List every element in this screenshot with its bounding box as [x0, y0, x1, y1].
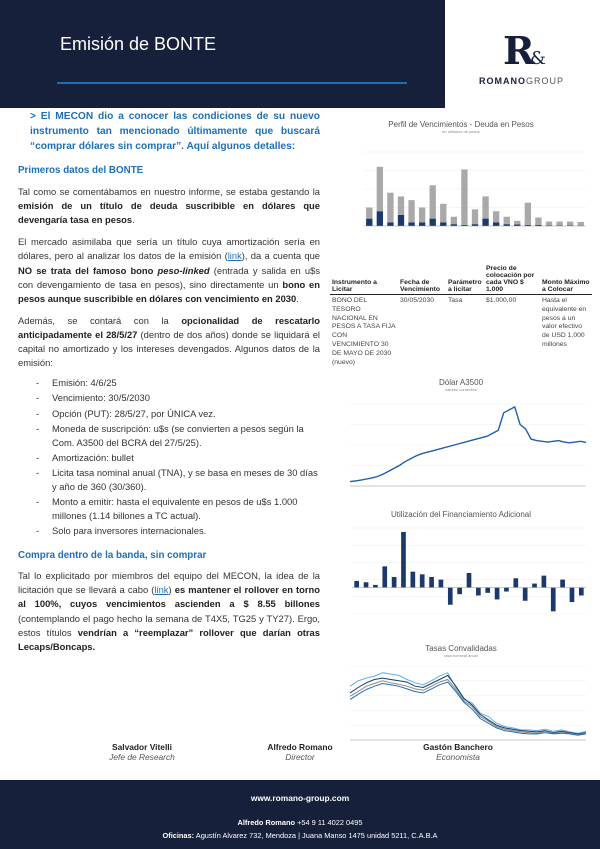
bar [523, 587, 528, 600]
bar [411, 571, 416, 587]
intro-text: > El MECON dio a conocer las condiciones de su nuevo instrumento tan mencionado últimamente que buscará “comprar dólares sin comprar”. Aquí algunos detalles: [30, 111, 320, 152]
chart-financing-title: Utilización del Financiamiento Adicional [390, 509, 532, 519]
logo-mark: R [503, 28, 533, 73]
chart-rates-title: Tasas Convalidadas [425, 643, 497, 653]
emission-details-list [36, 376, 320, 538]
section-heading-1: Primeros datos del BONTE [18, 165, 144, 177]
bar [485, 587, 490, 592]
bar [430, 185, 436, 218]
chart-dolar-title: Dólar A3500 [438, 377, 484, 387]
chart-maturities-subtitle: en millones de pesos [442, 129, 480, 134]
auction-table [330, 264, 592, 370]
chart-financing-plot [330, 522, 592, 634]
bar [440, 222, 446, 226]
logo [445, 0, 600, 108]
bar [448, 587, 453, 604]
bar [420, 574, 425, 587]
bar [532, 583, 537, 587]
bar [430, 219, 436, 226]
bar [387, 193, 393, 223]
list-item: - Amortización: bullet [36, 451, 320, 465]
bar [419, 222, 425, 226]
bar [398, 196, 404, 215]
section-heading-2: Compra dentro de la banda, sin comprar [18, 549, 207, 561]
table-header: Monto Máximo a Colocar [540, 264, 592, 295]
bar [364, 582, 369, 587]
table-row [330, 295, 592, 370]
bar [472, 224, 478, 226]
list-item: - Vencimiento: 30/5/2030 [36, 391, 320, 405]
chart-dolar-plot [330, 396, 592, 504]
bar [476, 587, 481, 595]
table-cell: Tasa [448, 297, 463, 304]
chart-rates-subtitle: tasa nominal anual [444, 652, 478, 658]
footer-band [0, 780, 600, 849]
bar [377, 167, 383, 211]
bar [457, 587, 462, 594]
table-cell: $1.000,00 [486, 297, 517, 304]
chart-maturities [330, 120, 592, 248]
bar [493, 222, 499, 226]
bar [493, 211, 499, 222]
bar [535, 217, 541, 224]
bar [440, 204, 446, 223]
paragraph-1: Tal como se comentábamos en nuestro informe, se estaba gestando la emisión de un título de deuda suscribible en dólares que devengaría tasa en pesos. [18, 186, 320, 226]
bar [567, 222, 573, 226]
table-header: Parámetro a licitar [446, 264, 484, 295]
bar [387, 222, 393, 226]
bar [451, 224, 457, 226]
bar [546, 222, 552, 226]
bar [373, 585, 378, 588]
list-item: - Moneda de suscripción: u$s (se convierten a pesos según la Com. A3500 del BCRA del 27/5/25). [36, 422, 320, 450]
bar [556, 222, 562, 226]
bar [382, 566, 387, 587]
bar [560, 579, 565, 587]
list-item: - Monto a emitir: hasta el equivalente en pesos de u$s 1.000 millones (1.14 billones a TC actual). [36, 495, 320, 523]
right-column [330, 110, 592, 754]
signature-3: Gastón Banchero Economista [423, 742, 493, 762]
bar [419, 208, 425, 223]
series-line [350, 679, 586, 734]
link-licitacion[interactable]: link [154, 584, 169, 596]
bar [570, 587, 575, 602]
table-header: Instrumento a Licitar [330, 264, 398, 295]
table-cell: Hasta el equivalente en pesos a un valor efectivo de USD 1.000 millones [542, 297, 587, 349]
bar [504, 224, 510, 226]
bar [354, 581, 359, 588]
chart-financing [330, 510, 592, 638]
signature-1: Salvador Vitelli Jefe de Research [109, 742, 175, 762]
chart-dolar-subtitle: valores corrientes [445, 386, 477, 392]
bar [366, 219, 372, 226]
bar [377, 211, 383, 226]
table-header: Precio de colocación por cada VNO $ 1.000 [484, 264, 540, 295]
bar [513, 578, 518, 587]
series-line [350, 407, 586, 482]
paragraph-3: Además, se contará con la opcionalidad de rescatarlo anticipadamente el 28/5/27 (dentro de dos años) donde se liquidará el capital no amortizado y los intereses devengados. Algunos datos de la emisión: [18, 314, 320, 369]
bar [514, 221, 520, 225]
contact-line: Alfredo Romano +54 9 11 4022 0495 [237, 818, 363, 827]
bar [398, 215, 404, 226]
bar [504, 217, 510, 224]
paragraph-4: Tal lo explicitado por miembros del equipo del MECON, la idea de la licitación que se llevará a cabo (link) es mantener el rollover en torno al 100%, cuyos vencimientos ascienden a $ 8.55 billones (contemplando el pago hecho la semana de T4X5, TG25 y TY27). Ergo, estos títulos vendrían a “reemplazar” rollover que darían otras Lecaps/Boncaps. [18, 570, 320, 652]
left-column [18, 110, 320, 662]
bar [429, 577, 434, 588]
logo-wordmark: ROMANOGROUP [479, 76, 565, 86]
bar [482, 196, 488, 218]
bar [467, 573, 472, 588]
bar [401, 532, 406, 588]
bar [482, 219, 488, 226]
bar [551, 587, 556, 611]
link-emision[interactable]: link [227, 250, 242, 262]
series-line [350, 682, 586, 735]
bar [392, 577, 397, 588]
list-item: - Emisión: 4/6/25 [36, 376, 320, 390]
bar [578, 222, 584, 226]
bar [461, 169, 467, 225]
website-link[interactable]: www.romano-group.com [250, 793, 350, 803]
table-cell: 30/05/2030 [400, 297, 435, 304]
bar [472, 209, 478, 224]
bar [366, 208, 372, 219]
bar [451, 217, 457, 224]
bar [525, 203, 531, 225]
chart-rates [330, 644, 592, 754]
chart-dolar [330, 378, 592, 506]
title-rule [57, 82, 407, 84]
header-band [0, 0, 600, 108]
bar [579, 587, 584, 595]
table-header: Fecha de Vencimiento [398, 264, 446, 295]
bar [408, 222, 414, 226]
offices-line: Oficinas: Agustín Alvarez 732, Mendoza | Juana Manso 1475 unidad 5211, C.A.B.A [162, 831, 438, 840]
page-title: Emisión de BONTE [60, 34, 217, 54]
bar [408, 200, 414, 222]
list-item: - Opción (PUT): 28/5/27, por ÚNICA vez. [36, 407, 320, 421]
bar [439, 579, 444, 587]
paragraph-2: El mercado asimilaba que sería un título cuya amortización sería en dólares, pero al analizar los datos de la emisión (link), da a cuenta que NO se trata del famoso bono peso-linked (entrada y salida en u$s con devengamiento de tasa en pesos), sino directamente un bono en pesos aunque suscribible en dólares con vencimiento en 2030. [18, 236, 321, 304]
chart-maturities-title: Perfil de Vencimientos - Deuda en Pesos [388, 120, 534, 129]
list-item: - Licita tasa nominal anual (TNA), y se basa en meses de 30 días y año de 360 (30/360). [36, 466, 320, 494]
chart-maturities-plot [330, 144, 592, 244]
bar [504, 587, 509, 591]
list-item: - Solo para inversores internacionales. [36, 524, 320, 538]
bar [542, 575, 547, 587]
table-cell: BONO DEL TESORO NACIONAL EN PESOS A TASA FIJA CON VENCIMIENTO 30 DE MAYO DE 2030 (nuevo) [332, 297, 396, 366]
signature-2: Alfredo Romano Director [267, 742, 333, 762]
logo-amp: & [530, 48, 547, 69]
bar [495, 587, 500, 599]
